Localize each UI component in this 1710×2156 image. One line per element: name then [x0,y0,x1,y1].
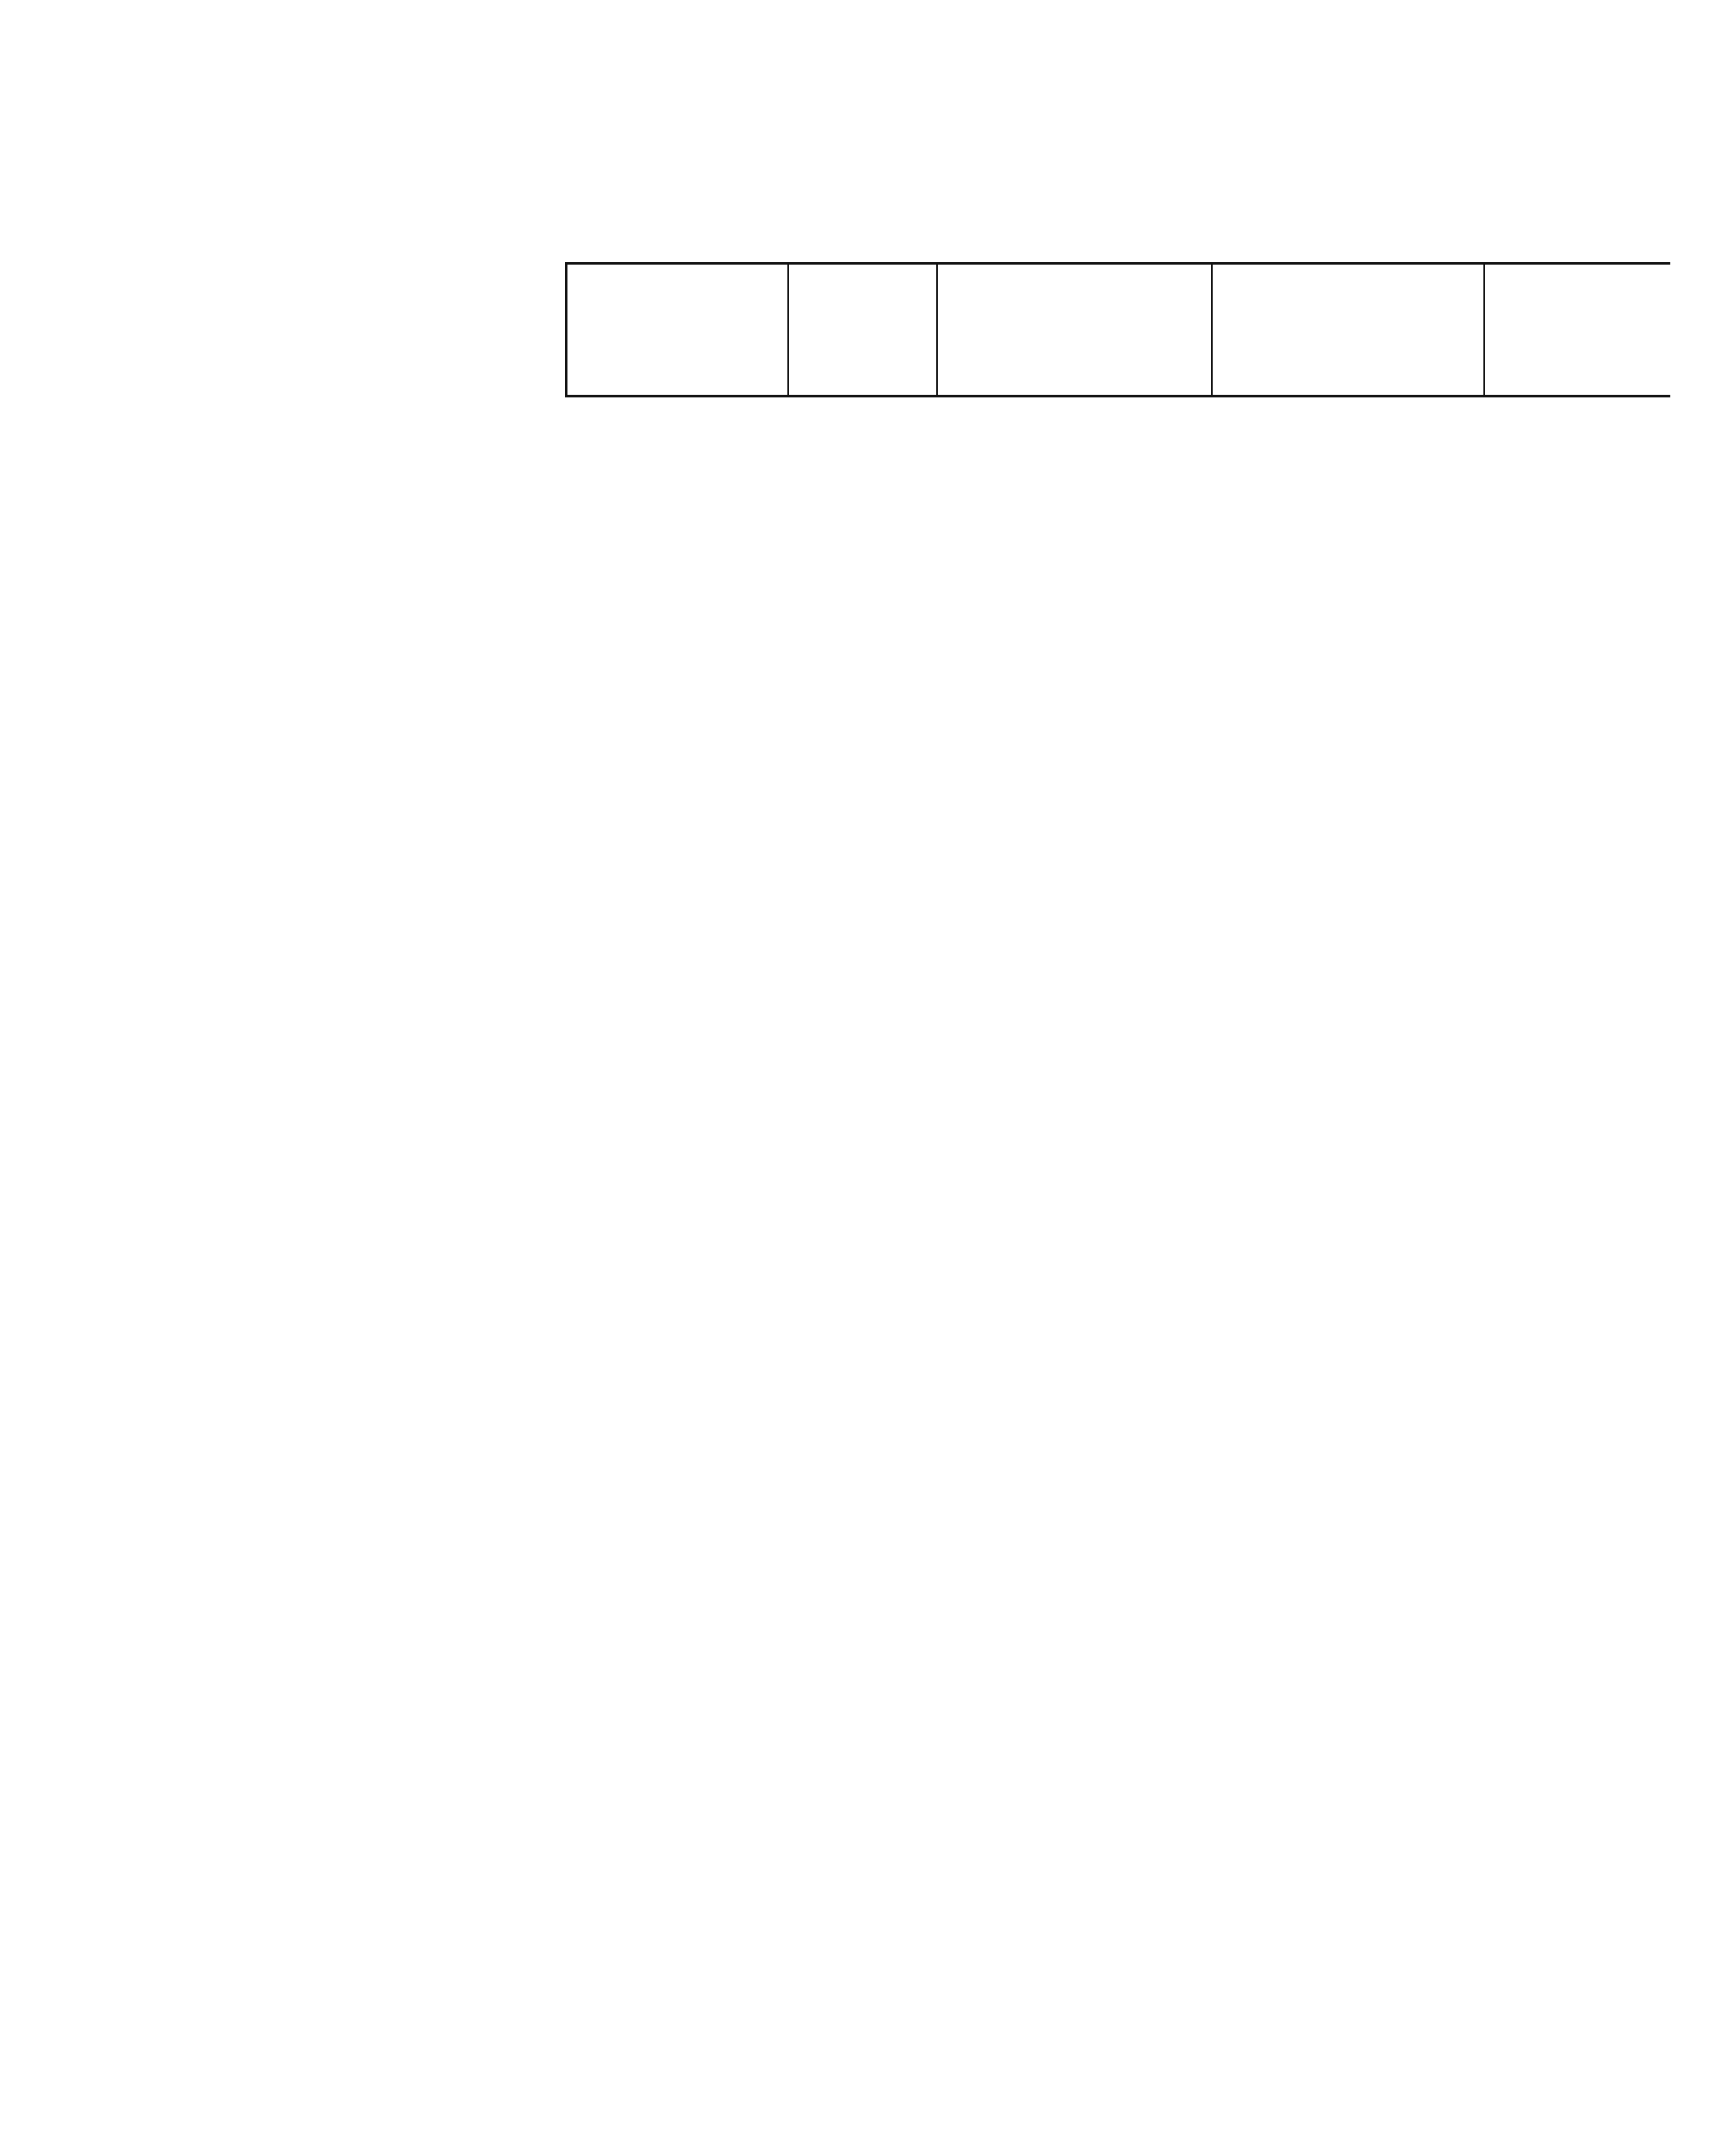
wire-spec-table [565,262,1670,397]
header-cross-section [788,264,937,397]
table-header-row [567,264,1670,397]
header-max-outer-diameter [1212,264,1484,397]
header-strand-count-diameter [937,264,1212,397]
header-wire-mark [567,264,788,397]
header-calculated-mass [1484,264,1670,397]
